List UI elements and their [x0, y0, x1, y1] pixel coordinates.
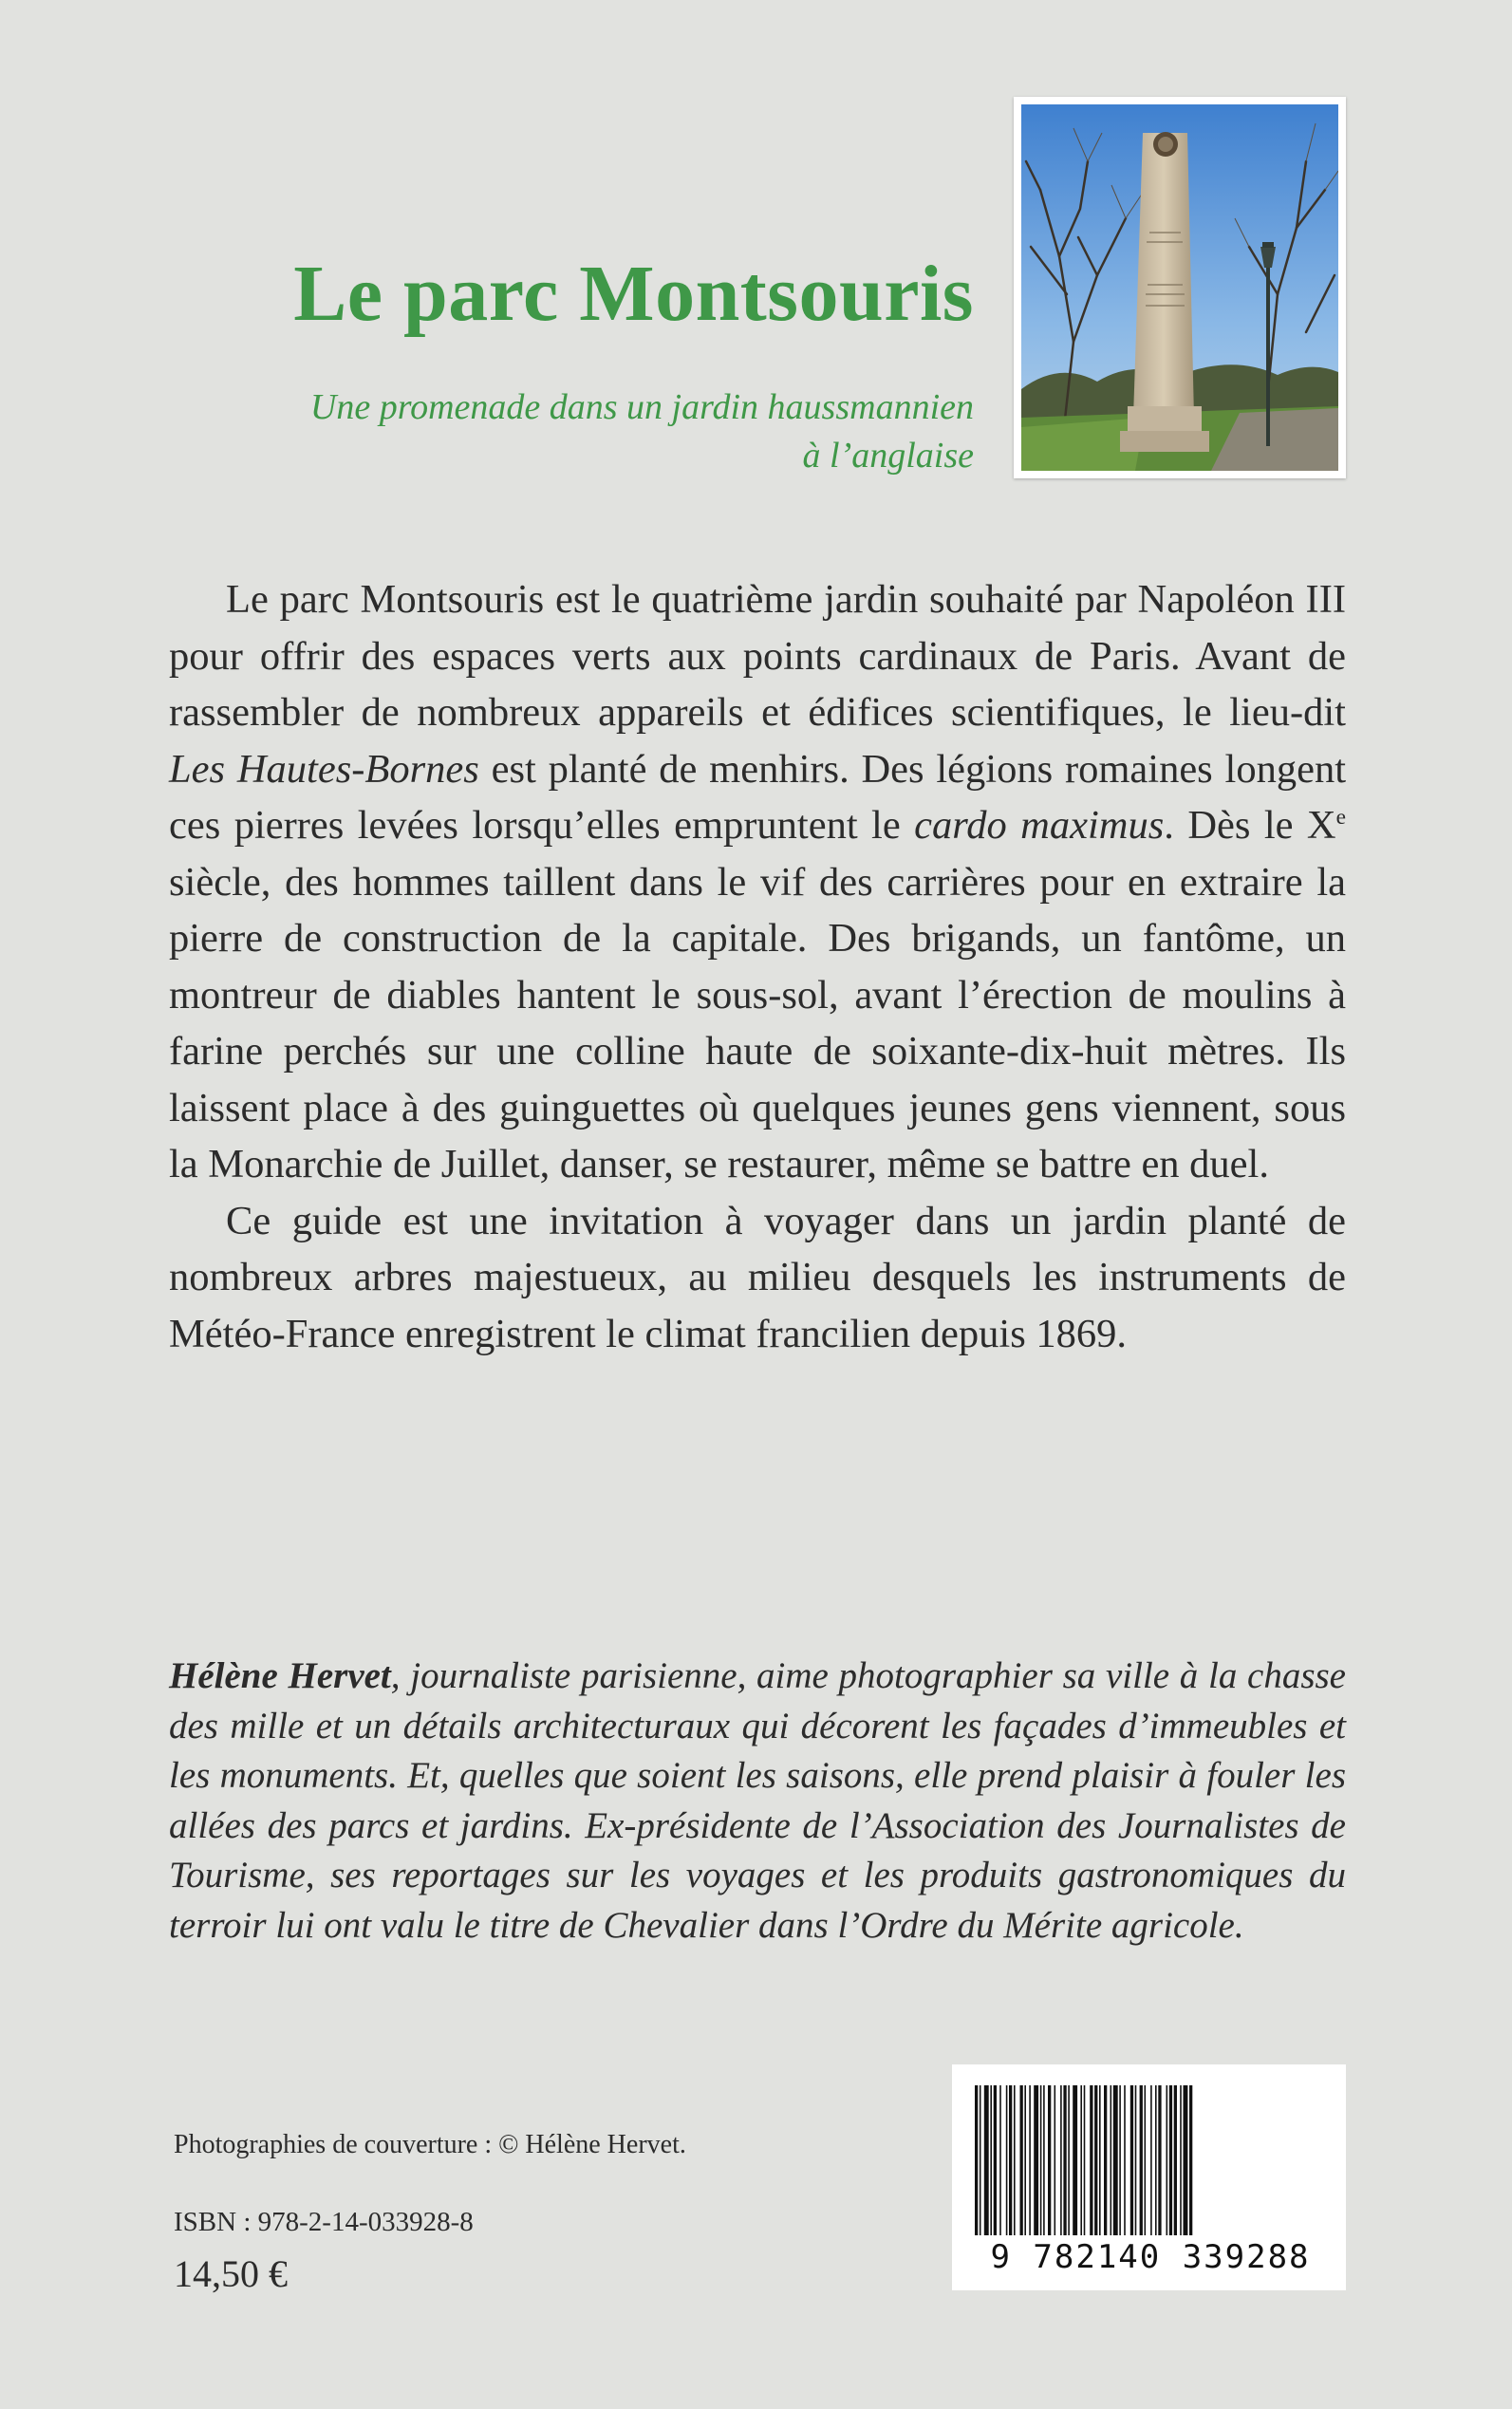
barcode-bar	[984, 2085, 989, 2235]
place-name: Les Hautes-Bornes	[169, 746, 479, 792]
photo-credits: Photographies de couverture : © Hélène Hervet.	[174, 2130, 686, 2159]
barcode-bar	[1104, 2085, 1107, 2235]
barcode-bar	[1034, 2085, 1038, 2235]
isbn: ISBN : 978-2-14-033928-8	[174, 2207, 474, 2237]
barcode-bar	[1180, 2085, 1182, 2235]
price: 14,50 €	[174, 2252, 288, 2295]
barcode-bar	[1073, 2085, 1077, 2235]
barcode-bar	[1140, 2085, 1143, 2235]
barcode-bar	[1119, 2085, 1121, 2235]
barcode-bar	[1099, 2085, 1101, 2235]
barcode-bar	[1009, 2085, 1012, 2235]
barcode-bar	[1124, 2085, 1126, 2235]
barcode-bar	[1145, 2085, 1147, 2235]
barcode-bar	[999, 2085, 1001, 2235]
barcode-bar	[980, 2085, 981, 2235]
barcode-bar	[1150, 2085, 1152, 2235]
barcode-bar	[1055, 2085, 1056, 2235]
barcode-bar	[1080, 2085, 1082, 2235]
barcode-bar	[1020, 2085, 1023, 2235]
book-subtitle	[190, 383, 974, 480]
barcode-bar	[1135, 2085, 1137, 2235]
barcode-bar	[1189, 2085, 1192, 2235]
barcode-bar	[1048, 2085, 1051, 2235]
barcode	[952, 2064, 1346, 2290]
author-bio: Hélène Hervet, journaliste parisienne, aime photographier sa ville à la chasse des mille et un détails architecturaux qui décorent les façades d’immeubles et les monuments. Et, quelles que soient les saisons, elle prend plaisir à fouler les allées des parcs et jardins. Ex-présidente de l’Association des Journalistes de Tourisme, ses reportages sur les voyages et les produits gastronomiques du terroir lui ont valu le titre de Chevalier dans l’Ordre du Mérite agricole.	[169, 1655, 1346, 1946]
book-title: Le parc Montsouris	[293, 250, 974, 338]
barcode-bar	[1090, 2085, 1092, 2235]
barcode-bar	[1174, 2085, 1177, 2235]
barcode-bar	[1094, 2085, 1097, 2235]
barcode-bar	[975, 2085, 978, 2235]
author-name: Hélène Hervet	[169, 1655, 391, 1696]
barcode-digits: 9 782140 339288	[990, 2238, 1311, 2276]
barcode-bar	[1130, 2085, 1133, 2235]
barcode-bar	[1111, 2085, 1112, 2235]
subtitle-line-2: à l’anglaise	[802, 436, 974, 476]
barcode-bar	[1024, 2085, 1026, 2235]
barcode-bar	[1169, 2085, 1172, 2235]
barcode-bar	[1158, 2085, 1161, 2235]
barcode-bar	[990, 2085, 992, 2235]
barcode-bar	[994, 2085, 997, 2235]
barcode-bar	[1014, 2085, 1016, 2235]
blurb-paragraph-1: Le parc Montsouris est le quatrième jardin souhaité par Napoléon III pour offrir des espaces verts aux points cardinaux de Paris. Avant de rassembler de nombreux appareils et édifices scientifiques, le lieu-dit Les Hautes-Bornes est planté de menhirs. Des légions romaines longent ces pierres levées lorsqu’elles empruntent le cardo maximus. Dès le Xe siècle, des hommes taillent dans le vif des carrières pour en extraire la pierre de construction de la capitale. Des brigands, un fantôme, un montreur de diables hantent le sous-sol, avant l’érection de moulins à farine perchés sur une colline haute de soixante-dix-huit mètres. Ils laissent place à des guinguettes où quelques jeunes gens viennent, sous la Monarchie de Juillet, danser, se restaurer, même se battre en duel.	[169, 577, 1347, 1186]
barcode-bar	[1029, 2085, 1031, 2235]
barcode-bar	[1113, 2085, 1118, 2235]
blurb-paragraph-2: Ce guide est une invitation à voyager dans un jardin planté de nombreux arbres majestueux, au milieu desquels les instruments de Météo-France enregistrent le climat francilien depuis 1869.	[169, 1198, 1346, 1356]
barcode-bar	[1084, 2085, 1086, 2235]
barcode-bar	[1043, 2085, 1045, 2235]
subtitle-line-1: Une promenade dans un jardin haussmannien	[309, 387, 974, 427]
barcode-bar	[1006, 2085, 1008, 2235]
barcode-bar	[1060, 2085, 1062, 2235]
park-obelisk-photo	[1021, 104, 1338, 471]
barcode-bar	[1167, 2085, 1168, 2235]
road-name: cardo maximus	[914, 803, 1165, 848]
blurb	[169, 571, 1346, 1362]
barcode-bar	[1155, 2085, 1157, 2235]
barcode-bar	[1068, 2085, 1070, 2235]
barcode-bar	[1040, 2085, 1042, 2235]
barcode-bar	[1063, 2085, 1066, 2235]
cover-photo	[1014, 97, 1346, 478]
barcode-bar	[1184, 2085, 1188, 2235]
